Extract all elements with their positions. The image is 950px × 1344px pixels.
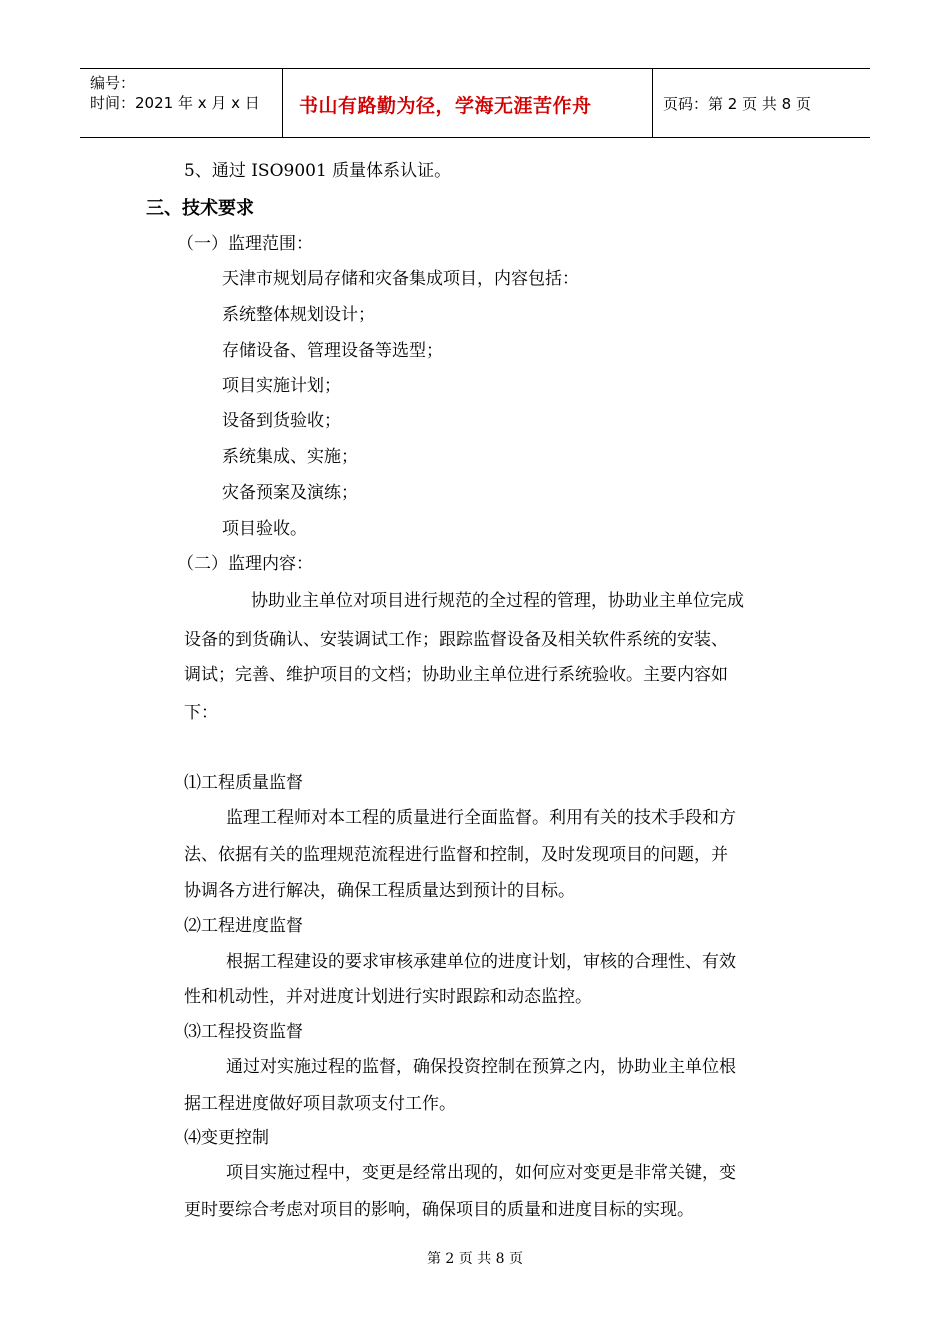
subsection-change-line: 更时要综合考虑对项目的影响，确保项目的质量和进度目标的实现。 bbox=[184, 1200, 694, 1220]
content-paragraph-line: 调试；完善、维护项目的文档；协助业主单位进行系统验收。主要内容如 bbox=[184, 665, 728, 685]
scope-item: 灾备预案及演练； bbox=[222, 483, 358, 503]
content-paragraph-line: 设备的到货确认、安装调试工作；跟踪监督设备及相关软件系统的安装、 bbox=[184, 630, 728, 650]
scope-heading: （一）监理范围： bbox=[177, 234, 313, 254]
subsection-schedule-title: ⑵工程进度监督 bbox=[184, 916, 303, 936]
scope-item: 天津市规划局存储和灾备集成项目，内容包括： bbox=[222, 269, 579, 289]
scope-item: 系统集成、实施； bbox=[222, 447, 358, 467]
requirement-item-5: 5、通过 ISO9001 质量体系认证。 bbox=[184, 161, 452, 181]
scope-item: 设备到货验收； bbox=[222, 411, 341, 431]
header-motto: 书山有路勤为径，学海无涯苦作舟 bbox=[299, 95, 592, 117]
header-motto-cell bbox=[283, 69, 653, 137]
scope-item: 项目实施计划； bbox=[222, 376, 341, 396]
subsection-quality-line: 法、依据有关的监理规范流程进行监督和控制，及时发现项目的问题，并 bbox=[184, 845, 728, 865]
scope-item: 系统整体规划设计； bbox=[222, 305, 375, 325]
header-page-cell bbox=[653, 69, 870, 137]
scope-item: 项目验收。 bbox=[222, 519, 307, 539]
subsection-investment-line: 通过对实施过程的监督，确保投资控制在预算之内，协助业主单位根 bbox=[226, 1057, 736, 1077]
subsection-quality-title: ⑴工程质量监督 bbox=[184, 773, 303, 793]
content-heading: （二）监理内容： bbox=[177, 554, 313, 574]
subsection-investment-line: 据工程进度做好项目款项支付工作。 bbox=[184, 1094, 456, 1114]
document-date-label: 时间：2021 年 x 月 x 日 bbox=[90, 94, 260, 112]
page-header bbox=[80, 68, 870, 138]
content-paragraph-line: 协助业主单位对项目进行规范的全过程的管理，协助业主单位完成 bbox=[251, 591, 744, 611]
subsection-schedule-line: 根据工程建设的要求审核承建单位的进度计划，审核的合理性、有效 bbox=[226, 952, 736, 972]
subsection-quality-line: 监理工程师对本工程的质量进行全面监督。利用有关的技术手段和方 bbox=[226, 808, 736, 828]
subsection-investment-title: ⑶工程投资监督 bbox=[184, 1022, 303, 1042]
document-code-label: 编号： bbox=[90, 74, 136, 92]
subsection-schedule-line: 性和机动性，并对进度计划进行实时跟踪和动态监控。 bbox=[184, 987, 592, 1007]
content-paragraph-line: 下： bbox=[184, 703, 218, 723]
section-heading-technical: 三、技术要求 bbox=[146, 198, 254, 219]
header-info-cell bbox=[80, 69, 283, 137]
header-page-number: 页码：第 2 页 共 8 页 bbox=[663, 95, 811, 113]
subsection-change-title: ⑷变更控制 bbox=[184, 1128, 269, 1148]
page-footer: 第 2 页 共 8 页 bbox=[426, 1251, 524, 1267]
subsection-change-line: 项目实施过程中，变更是经常出现的，如何应对变更是非常关键，变 bbox=[226, 1163, 736, 1183]
scope-item: 存储设备、管理设备等选型； bbox=[222, 341, 443, 361]
subsection-quality-line: 协调各方进行解决，确保工程质量达到预计的目标。 bbox=[184, 881, 575, 901]
